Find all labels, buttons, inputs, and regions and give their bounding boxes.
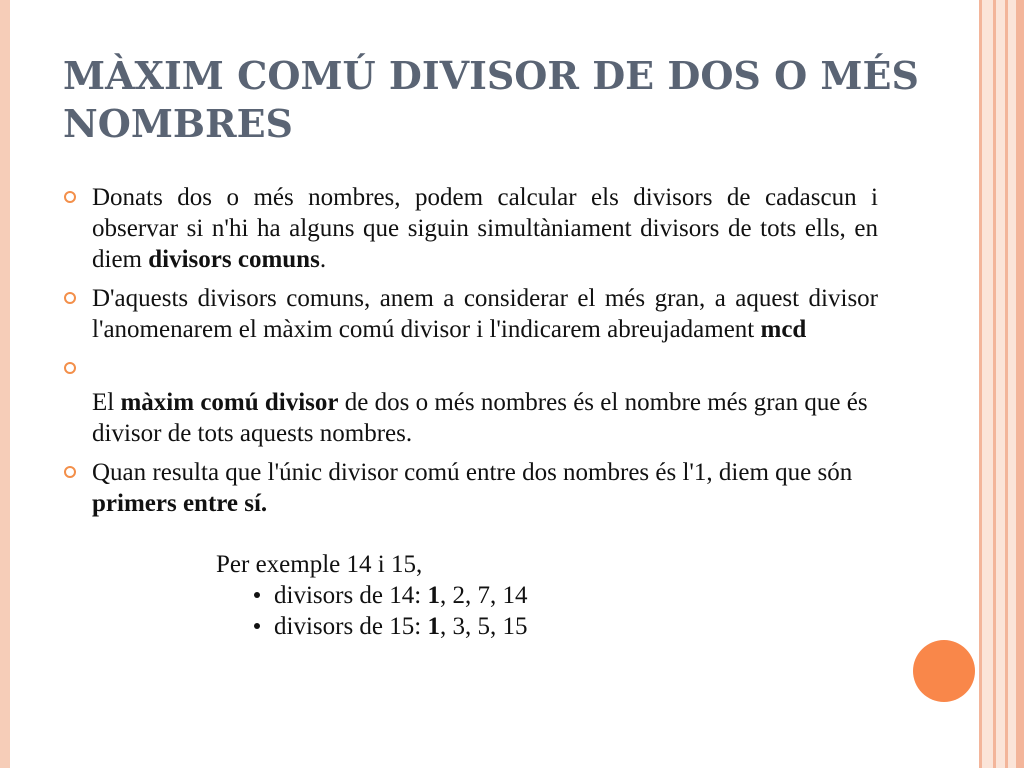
left-border-decoration — [0, 0, 10, 768]
orange-circle-decoration — [913, 640, 975, 702]
ring-bullet-icon — [64, 191, 76, 203]
example-list — [216, 580, 878, 642]
definition-post: de dos o més nombres és el nombre més gran que és divisor de tots aquests nombres. — [92, 389, 868, 447]
example-block — [92, 549, 878, 642]
bullet-item-primes — [62, 457, 878, 642]
bullet-item-mcd — [62, 283, 878, 345]
ring-bullet-icon — [64, 292, 76, 304]
example-intro: Per exemple 14 i 15, — [216, 551, 423, 578]
dot-bullet-icon — [254, 623, 260, 629]
ring-bullet-icon — [64, 466, 76, 478]
example-rest: , 2, 7, 14 — [439, 582, 528, 609]
definition-pre: El — [92, 389, 121, 416]
dot-bullet-icon — [254, 592, 260, 598]
bullet-text: D'aquests divisors comuns, anem a considerar el més gran, a aquest divisor l'anomenarem el màxim comú divisor i l'indicarem abreujadament — [92, 285, 878, 343]
example-item-15 — [252, 611, 878, 642]
bullet-end: . — [319, 246, 327, 273]
right-stripes-decoration — [979, 0, 1024, 768]
bullet-bold-term: divisors comuns — [148, 246, 320, 273]
slide-content — [62, 182, 878, 650]
example-item-14 — [252, 580, 878, 611]
example-rest: , 3, 5, 15 — [439, 613, 528, 640]
definition-bold-term: màxim comú divisor — [120, 389, 339, 416]
example-first: 1 — [427, 613, 440, 640]
bullet-text: Quan resulta que l'únic divisor comú entre dos nombres és l'1, diem que són — [92, 459, 853, 486]
bullet-bold-term: primers entre sí. — [92, 490, 268, 517]
example-label: divisors de 14: — [274, 582, 428, 609]
ring-bullet-icon — [64, 362, 76, 374]
bullet-item-definition — [62, 353, 878, 449]
slide-title: MÀXIM COMÚ DIVISOR DE DOS O MÉS NOMBRES — [63, 53, 919, 146]
bullet-bold-term: mcd — [760, 316, 807, 343]
bullet-text: Donats dos o més nombres, podem calcular els divisors de cadascun i observar si n'hi ha alguns que siguin simultàniament divisors de tots ells, en diem — [92, 184, 878, 273]
example-label: divisors de 15: — [274, 613, 428, 640]
bullet-item-divisors — [62, 182, 878, 275]
example-first: 1 — [427, 582, 440, 609]
